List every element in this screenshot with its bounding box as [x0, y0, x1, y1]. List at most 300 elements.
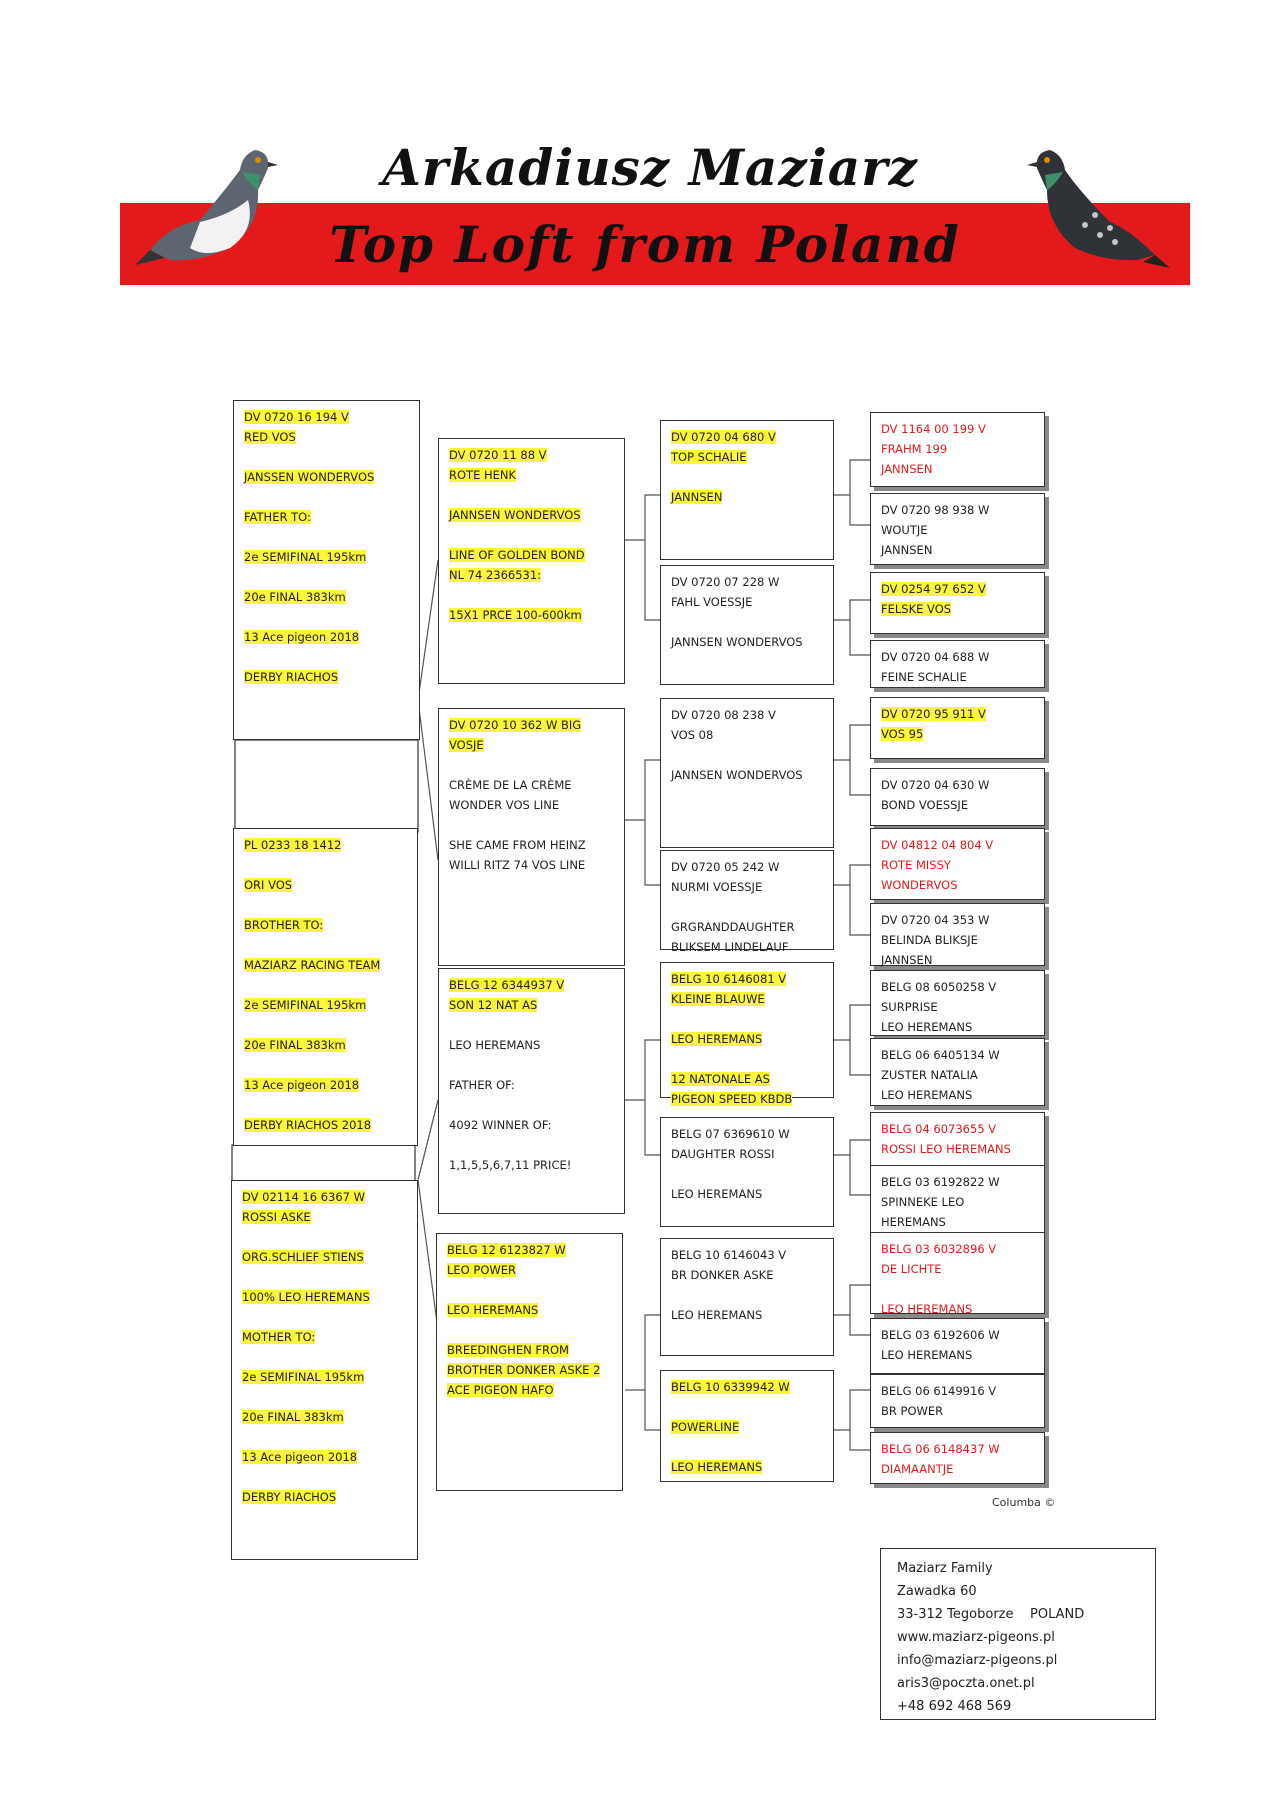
pedigree-line [244, 915, 407, 935]
pedigree-text: FRAHM 199 [881, 442, 948, 456]
pedigree-line [449, 1155, 614, 1175]
great-grandparent-card [870, 1112, 1045, 1166]
grandparent-card [660, 962, 834, 1106]
pedigree-text: PIGEON SPEED KBDB [671, 1092, 793, 1106]
pedigree-line [671, 897, 823, 917]
pedigree-line [242, 1467, 407, 1487]
pedigree-text: VOS 95 [881, 727, 924, 741]
grandparent-card [660, 1370, 834, 1482]
pedigree-text: BELG 03 6192822 W [881, 1175, 1000, 1189]
pedigree-line [671, 937, 823, 957]
pedigree-line [244, 1055, 407, 1075]
pedigree-line [671, 1009, 823, 1029]
pedigree-text: 13 Ace pigeon 2018 [244, 630, 360, 644]
pedigree-line [244, 1075, 407, 1095]
pedigree-line [671, 1305, 823, 1325]
pedigree-line [881, 997, 1034, 1017]
pedigree-line [449, 995, 614, 1015]
pedigree-line [449, 715, 614, 735]
pedigree-line [244, 647, 409, 667]
pedigree-text: BELG 10 6146081 V [671, 972, 787, 986]
pedigree-line [449, 445, 614, 465]
address-street: Zawadka 60 [897, 1584, 977, 1599]
pedigree-line [881, 1119, 1034, 1139]
pedigree-line [244, 955, 407, 975]
pedigree-line [881, 855, 1034, 875]
great-grandparent-card [870, 1374, 1045, 1428]
pedigree-text: DV 0720 16 194 V [244, 410, 349, 424]
great-grandparent-card [870, 768, 1045, 826]
address-name: Maziarz Family [897, 1561, 993, 1576]
pedigree-line [242, 1327, 407, 1347]
pedigree-text: DV 02114 16 6367 W [242, 1190, 365, 1204]
pedigree-line [881, 647, 1034, 667]
pedigree-line [671, 487, 823, 507]
parent-card [436, 1233, 623, 1491]
pedigree-text: DV 0720 04 688 W [881, 650, 990, 664]
grandparent-card [660, 1117, 834, 1227]
great-grandparent-card [870, 1432, 1045, 1484]
pedigree-line [671, 1144, 823, 1164]
pedigree-line [242, 1367, 407, 1387]
pedigree-text: NURMI VOESSJE [671, 880, 763, 894]
pedigree-line [244, 875, 407, 895]
pedigree-text: BR DONKER ASKE [671, 1268, 774, 1282]
pedigree-text: FATHER OF: [449, 1078, 515, 1092]
pedigree-line [881, 1401, 1034, 1421]
pedigree-line [242, 1267, 407, 1287]
pedigree-text: ORI VOS [244, 878, 293, 892]
pedigree-line [671, 877, 823, 897]
great-grandparent-card [870, 828, 1045, 900]
pedigree-text: BREEDINGHEN FROM [447, 1343, 569, 1357]
pedigree-text: BELG 12 6344937 V [449, 978, 565, 992]
pedigree-line [447, 1340, 612, 1360]
pedigree-text: FEINE SCHALIE [881, 670, 967, 684]
subject-card [233, 828, 418, 1146]
parent-card [438, 708, 625, 966]
pedigree-line [242, 1427, 407, 1447]
pedigree-line [449, 1135, 614, 1155]
pedigree-line [449, 465, 614, 485]
grandparent-card [660, 565, 834, 685]
pedigree-line [671, 725, 823, 745]
pedigree-line [881, 667, 1034, 687]
pedigree-text: TOP SCHALIE [671, 450, 747, 464]
pedigree-line [881, 1045, 1034, 1065]
pedigree-line [671, 1457, 823, 1477]
pedigree-text: BELG 12 6123827 W [447, 1243, 566, 1257]
pedigree-line [671, 1049, 823, 1069]
pedigree-line [881, 704, 1034, 724]
address-website[interactable]: www.maziarz-pigeons.pl [897, 1630, 1055, 1645]
pedigree-line [447, 1360, 612, 1380]
pedigree-text: ACE PIGEON HAFO [447, 1383, 554, 1397]
pedigree-line [881, 1459, 1034, 1479]
pedigree-text: BELG 04 6073655 V [881, 1122, 997, 1136]
pedigree-line [449, 975, 614, 995]
pedigree-text: LEO HEREMANS [881, 1348, 973, 1362]
pedigree-text: FELSKE VOS [881, 602, 952, 616]
pedigree-line [881, 835, 1034, 855]
pedigree-text: 2e SEMIFINAL 195km [244, 998, 367, 1012]
pedigree-line [449, 855, 614, 875]
pedigree-text: VOSJE [449, 738, 484, 752]
pedigree-line [244, 507, 409, 527]
pedigree-line [447, 1320, 612, 1340]
pedigree-line [244, 1015, 407, 1035]
pedigree-text: DERBY RIACHOS [242, 1490, 337, 1504]
pedigree-line [881, 1345, 1034, 1365]
pedigree-line [449, 505, 614, 525]
pedigree-line [242, 1447, 407, 1467]
pedigree-line [671, 632, 823, 652]
pedigree-line [242, 1347, 407, 1367]
pedigree-text: BLIKSEM LINDELAUF [671, 940, 789, 954]
columba-credit: Columba © [992, 1496, 1056, 1509]
pedigree-text: 4092 WINNER OF: [449, 1118, 552, 1132]
pedigree-line [244, 975, 407, 995]
pedigree-text: DV 0720 98 938 W [881, 503, 990, 517]
pedigree-text: BELG 06 6149916 V [881, 1384, 997, 1398]
great-grandparent-card [870, 1318, 1045, 1374]
pedigree-line [242, 1387, 407, 1407]
pedigree-line [449, 525, 614, 545]
pedigree-line [244, 627, 409, 647]
address-city: 33-312 Tegoborze POLAND [897, 1607, 1085, 1622]
pedigree-text: LEO HEREMANS [881, 1302, 973, 1316]
pedigree-text: JANNSEN WONDERVOS [671, 635, 803, 649]
pedigree-text: DIAMAANTJE [881, 1462, 954, 1476]
pedigree-text: DV 0720 04 353 W [881, 913, 990, 927]
pedigree-text: DERBY RIACHOS 2018 [244, 1118, 372, 1132]
pedigree-line [881, 1325, 1034, 1345]
pedigree-line [881, 1085, 1034, 1105]
parent-card [438, 968, 625, 1214]
pedigree-line [244, 607, 409, 627]
pedigree-line [244, 995, 407, 1015]
subject-card [233, 400, 420, 740]
pedigree-text: LEO POWER [447, 1263, 516, 1277]
pedigree-line [449, 755, 614, 775]
pedigree-line [881, 419, 1034, 439]
pedigree-line [881, 1239, 1034, 1259]
pedigree-line [449, 1075, 614, 1095]
pedigree-line [449, 815, 614, 835]
pedigree-text: BROTHER DONKER ASKE 2 [447, 1363, 601, 1377]
subject-card [231, 1180, 418, 1560]
pedigree-text: BR POWER [881, 1404, 944, 1418]
pedigree-line [881, 1279, 1034, 1299]
pedigree-line [881, 910, 1034, 930]
pedigree-line [244, 467, 409, 487]
great-grandparent-card [870, 1232, 1045, 1314]
pedigree-line [449, 1015, 614, 1035]
pedigree-text: LEO HEREMANS [447, 1303, 539, 1317]
pedigree-text: FATHER TO: [244, 510, 311, 524]
pedigree-text: ROSSI ASKE [242, 1210, 311, 1224]
pedigree-line [447, 1240, 612, 1260]
pedigree-line [449, 835, 614, 855]
pedigree-line [242, 1407, 407, 1427]
pedigree-text: JANNSEN WONDERVOS [671, 768, 803, 782]
pedigree-text: JANSSEN WONDERVOS [244, 470, 375, 484]
pedigree-text: JANNSEN [881, 953, 933, 967]
grandparent-card [660, 698, 834, 848]
pedigree-text: 20e FINAL 383km [244, 1038, 346, 1052]
pedigree-line [881, 1259, 1034, 1279]
pedigree-line [881, 950, 1034, 970]
pedigree-line [244, 667, 409, 687]
pedigree-line [244, 1115, 407, 1135]
pedigree-line [881, 500, 1034, 520]
pedigree-text: VOS 08 [671, 728, 714, 742]
pedigree-text: 2e SEMIFINAL 195km [242, 1370, 365, 1384]
pedigree-text: DV 0720 10 362 W BIG [449, 718, 582, 732]
pedigree-text: 2e SEMIFINAL 195km [244, 550, 367, 564]
pedigree-text: SURPRISE [881, 1000, 938, 1014]
pedigree-text: CRÈME DE LA CRÈME [449, 778, 572, 792]
pedigree-text: POWERLINE [671, 1420, 740, 1434]
pedigree-line [244, 895, 407, 915]
pedigree-line [242, 1247, 407, 1267]
pedigree-text: ROTE HENK [449, 468, 517, 482]
great-grandparent-card [870, 572, 1045, 634]
pedigree-line [881, 439, 1034, 459]
pedigree-line [881, 540, 1034, 560]
pedigree-line [671, 969, 823, 989]
pedigree-line [244, 587, 409, 607]
pedigree-text: ROTE MISSY [881, 858, 951, 872]
pedigree-line [244, 1095, 407, 1115]
pedigree-line [449, 545, 614, 565]
pedigree-line [671, 989, 823, 1009]
pedigree-line [881, 1192, 1034, 1212]
great-grandparent-card [870, 493, 1045, 565]
grandparent-card [660, 850, 834, 954]
pedigree-line [449, 565, 614, 585]
pedigree-line [671, 1069, 823, 1089]
pedigree-text: BELG 08 6050258 V [881, 980, 997, 994]
pedigree-line [881, 1172, 1034, 1192]
pedigree-line [671, 427, 823, 447]
pedigree-line [244, 567, 409, 587]
pedigree-text: LINE OF GOLDEN BOND [449, 548, 585, 562]
pedigree-line [881, 520, 1034, 540]
pedigree-line [881, 1299, 1034, 1319]
pedigree-text: BOND VOESSJE [881, 798, 969, 812]
pedigree-text: WILLI RITZ 74 VOS LINE [449, 858, 586, 872]
pedigree-text: BELG 03 6192606 W [881, 1328, 1000, 1342]
pedigree-text: RED VOS [244, 430, 296, 444]
pedigree-line [881, 1139, 1034, 1159]
address-email-1[interactable]: info@maziarz-pigeons.pl [897, 1653, 1058, 1668]
pedigree-text: DV 1164 00 199 V [881, 422, 986, 436]
pedigree-text: 12 NATONALE AS [671, 1072, 770, 1086]
pedigree-line [242, 1487, 407, 1507]
pedigree-text: GRGRANDDAUGHTER [671, 920, 795, 934]
pedigree-line [881, 977, 1034, 997]
pedigree-line [671, 1417, 823, 1437]
pedigree-line [242, 1187, 407, 1207]
pedigree-line [244, 835, 407, 855]
pedigree-text: ZUSTER NATALIA [881, 1068, 978, 1082]
grandparent-card [660, 1238, 834, 1356]
pedigree-text: WONDER VOS LINE [449, 798, 560, 812]
pedigree-text: 20e FINAL 383km [244, 590, 346, 604]
pedigree-text: MAZIARZ RACING TEAM [244, 958, 381, 972]
pedigree-text: LEO HEREMANS [881, 1088, 973, 1102]
pedigree-line [881, 724, 1034, 744]
pedigree-line [242, 1307, 407, 1327]
address-box [880, 1548, 1156, 1720]
pedigree-line [881, 1017, 1034, 1037]
pedigree-line [671, 572, 823, 592]
pedigree-line [242, 1207, 407, 1227]
pedigree-line [671, 447, 823, 467]
pedigree-line [449, 1095, 614, 1115]
pedigree-text: JANNSEN WONDERVOS [449, 508, 581, 522]
pedigree-text: BELG 07 6369610 W [671, 1127, 790, 1141]
pedigree-line [671, 467, 823, 487]
pedigree-line [881, 1381, 1034, 1401]
pedigree-line [244, 527, 409, 547]
pedigree-line [449, 795, 614, 815]
pedigree-text: 13 Ace pigeon 2018 [244, 1078, 360, 1092]
great-grandparent-card [870, 1165, 1045, 1235]
pedigree-line [881, 1212, 1034, 1232]
pedigree-text: LEO HEREMANS [671, 1308, 763, 1322]
pedigree-text: SHE CAME FROM HEINZ [449, 838, 586, 852]
pedigree-line [449, 775, 614, 795]
great-grandparent-card [870, 903, 1045, 966]
pedigree-line [671, 1377, 823, 1397]
pedigree-line [671, 1437, 823, 1457]
pedigree-line [671, 745, 823, 765]
pedigree-line [671, 1265, 823, 1285]
pedigree-text: DV 0720 08 238 V [671, 708, 776, 722]
pedigree-line [671, 1089, 823, 1109]
pedigree-text: DV 0720 04 680 V [671, 430, 776, 444]
pedigree-line [671, 1164, 823, 1184]
pedigree-text: NL 74 2366531: [449, 568, 542, 582]
pedigree-text: JANNSEN [881, 462, 933, 476]
pedigree-text: 1,1,5,5,6,7,11 PRICE! [449, 1158, 572, 1172]
pedigree-text: DV 0254 97 652 V [881, 582, 986, 596]
pedigree-line [671, 917, 823, 937]
pedigree-text: LEO HEREMANS [881, 1020, 973, 1034]
pedigree-text: 20e FINAL 383km [242, 1410, 344, 1424]
pedigree-text: JANNSEN [881, 543, 933, 557]
pedigree-text: LEO HEREMANS [449, 1038, 541, 1052]
pedigree-text: ORG.SCHLIEF STIENS [242, 1250, 364, 1264]
pedigree-line [447, 1280, 612, 1300]
pedigree-line [449, 485, 614, 505]
pedigree-line [244, 427, 409, 447]
pedigree-line [671, 705, 823, 725]
pedigree-text: BROTHER TO: [244, 918, 324, 932]
pedigree-text: DV 04812 04 804 V [881, 838, 994, 852]
pedigree-text: DV 0720 05 242 W [671, 860, 780, 874]
pedigree-line [881, 875, 1034, 895]
pedigree-line [244, 855, 407, 875]
pedigree-text: BELG 06 6148437 W [881, 1442, 1000, 1456]
pedigree-text: MOTHER TO: [242, 1330, 316, 1344]
pedigree-line [881, 459, 1034, 479]
pedigree-text: BELG 03 6032896 V [881, 1242, 997, 1256]
pedigree-line [244, 1035, 407, 1055]
pedigree-text: ROSSI LEO HEREMANS [881, 1142, 1011, 1156]
banner-title: Arkadiusz Maziarz [382, 138, 918, 197]
pedigree-line [449, 605, 614, 625]
pedigree-text: WONDERVOS [881, 878, 958, 892]
pedigree-line [671, 1397, 823, 1417]
pedigree-line [881, 930, 1034, 950]
parent-card [438, 438, 625, 684]
pedigree-text: LEO HEREMANS [671, 1460, 763, 1474]
address-email-2[interactable]: aris3@poczta.onet.pl [897, 1676, 1035, 1691]
pedigree-line [449, 1035, 614, 1055]
pedigree-text: 15X1 PRCE 100-600km [449, 608, 582, 622]
pedigree-text: WOUTJE [881, 523, 928, 537]
pedigree-line [881, 599, 1034, 619]
banner-subtitle: Top Loft from Poland [329, 215, 961, 274]
pedigree-line [244, 447, 409, 467]
pedigree-text: KLEINE BLAUWE [671, 992, 765, 1006]
great-grandparent-card [870, 640, 1045, 688]
great-grandparent-card [870, 970, 1045, 1036]
great-grandparent-card [870, 412, 1045, 487]
pedigree-text: LEO HEREMANS [671, 1187, 763, 1201]
pedigree-line [671, 1124, 823, 1144]
pedigree-line [671, 857, 823, 877]
pedigree-line [881, 1439, 1034, 1459]
pedigree-line [449, 1055, 614, 1075]
pedigree-line [447, 1380, 612, 1400]
pedigree-line [449, 1115, 614, 1135]
pedigree-text: BELG 10 6146043 V [671, 1248, 787, 1262]
pedigree-text: LEO HEREMANS [671, 1032, 763, 1046]
grandparent-card [660, 420, 834, 560]
pedigree-text: 100% LEO HEREMANS [242, 1290, 370, 1304]
pedigree-text: DE LICHTE [881, 1262, 942, 1276]
pedigree-line [671, 1285, 823, 1305]
pedigree-text: DV 0720 11 88 V [449, 448, 547, 462]
address-phone: +48 692 468 569 [897, 1699, 1012, 1714]
pedigree-line [881, 1065, 1034, 1085]
pedigree-line [671, 612, 823, 632]
pedigree-line [449, 735, 614, 755]
pedigree-line [671, 592, 823, 612]
pedigree-line [447, 1260, 612, 1280]
pedigree-line [242, 1287, 407, 1307]
pedigree-text: SPINNEKE LEO [881, 1195, 965, 1209]
pedigree-text: DERBY RIACHOS [244, 670, 339, 684]
pedigree-line [244, 935, 407, 955]
pedigree-line [244, 547, 409, 567]
pedigree-text: PL 0233 18 1412 [244, 838, 342, 852]
pedigree-line [244, 407, 409, 427]
pedigree-line [881, 775, 1034, 795]
pedigree-text: JANNSEN [671, 490, 723, 504]
pedigree-line [242, 1227, 407, 1247]
pedigree-text: DAUGHTER ROSSI [671, 1147, 775, 1161]
pedigree-line [671, 1029, 823, 1049]
pedigree-line [671, 1245, 823, 1265]
pedigree-line [881, 579, 1034, 599]
pedigree-line [447, 1300, 612, 1320]
pedigree-text: 13 Ace pigeon 2018 [242, 1450, 358, 1464]
